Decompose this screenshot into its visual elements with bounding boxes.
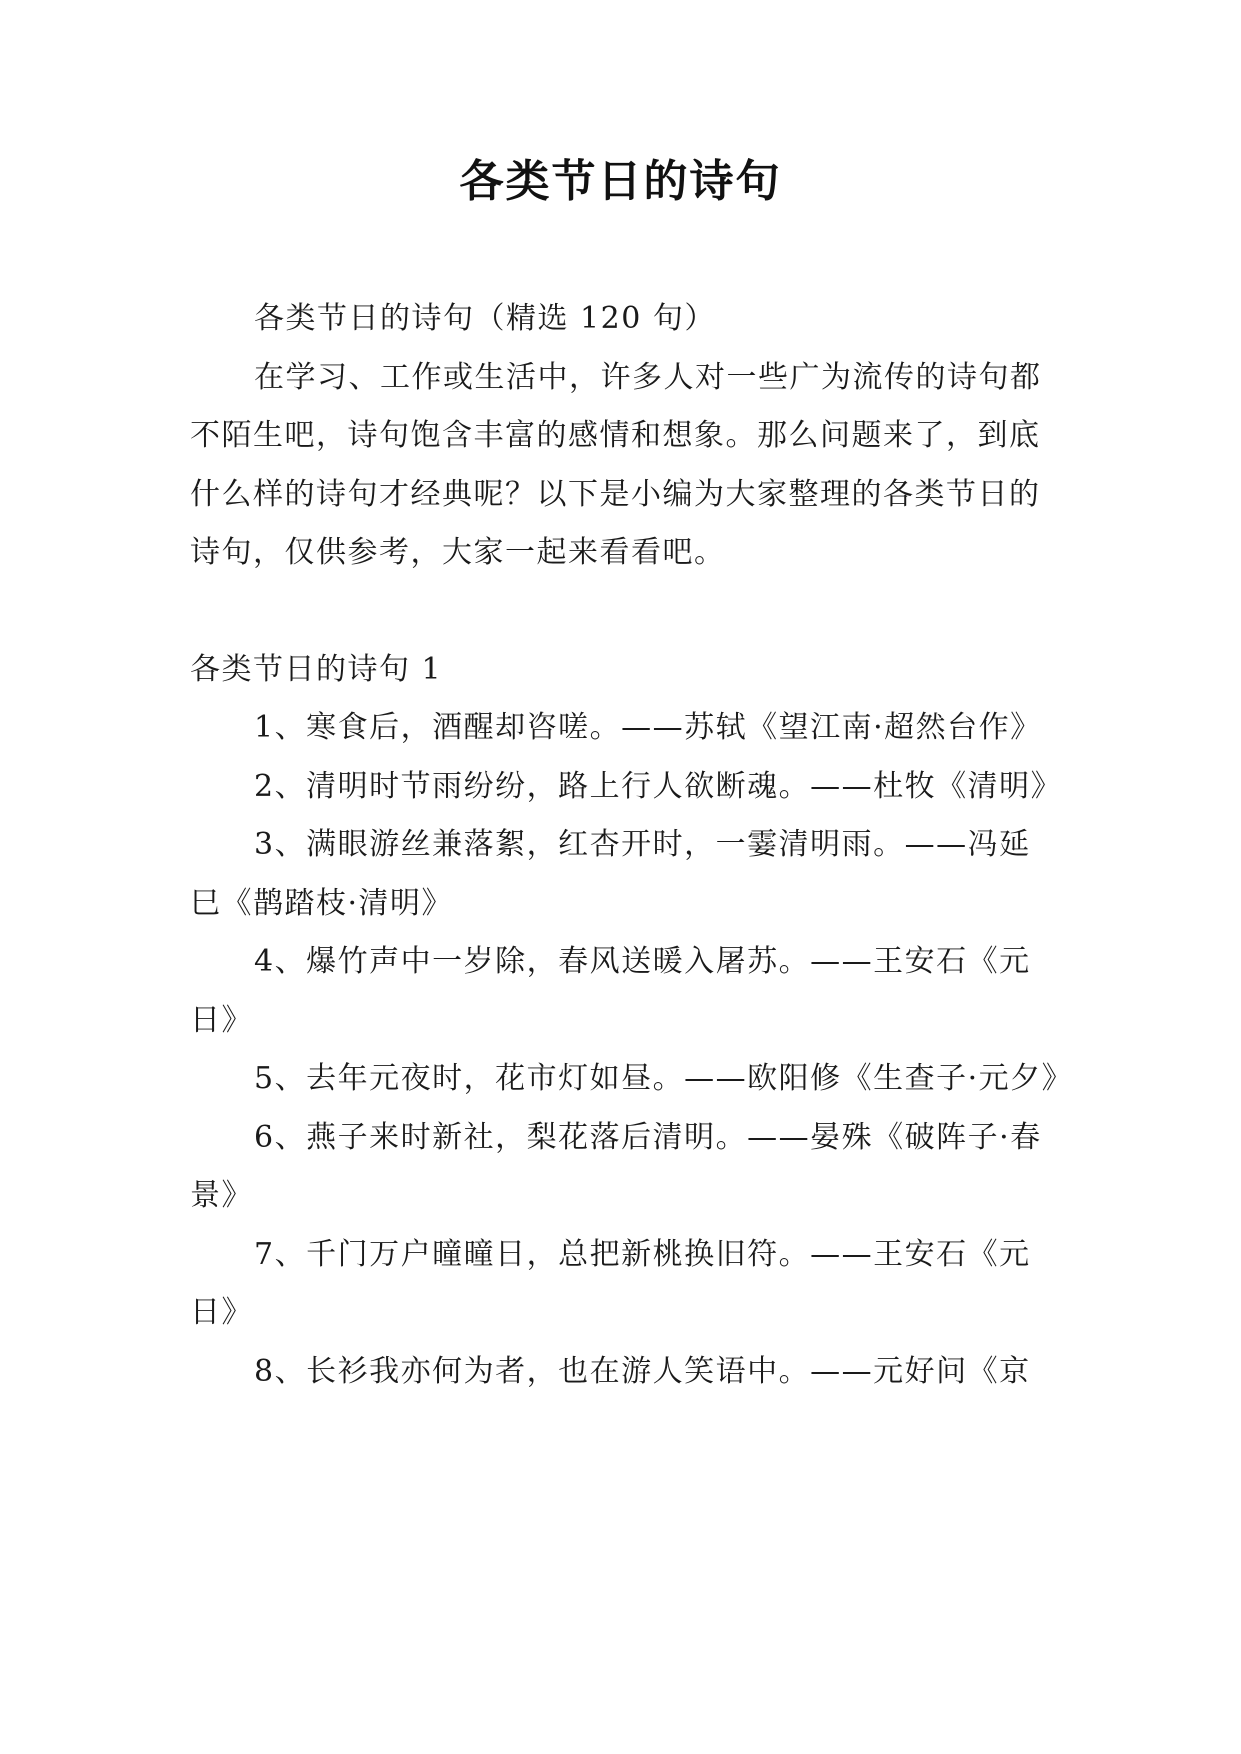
poem-item-1: 1、寒食后，酒醒却咨嗟。——苏轼《望江南·超然台作》 <box>254 710 1042 745</box>
intro-paragraph: 在学习、工作或生活中，许多人对一些广为流传的诗句都不陌生吧，诗句饱含丰富的感情和想象。那么问题来了，到底什么样的诗句才经典呢？以下是小编为大家整理的各类节日的诗句，仅供参考，大家一起来看看吧。 <box>190 359 1042 570</box>
poem-item-7: 7、千门万户曈曈日，总把新桃换旧符。——王安石《元日》 <box>190 1236 1031 1330</box>
poem-item-8: 8、长衫我亦何为者，也在游人笑语中。——元好问《京 <box>254 1353 1031 1389</box>
poem-item-5: 5、去年元夜时，花市灯如昼。——欧阳修《生查子·元夕》 <box>254 1061 1074 1096</box>
section-heading: 各类节日的诗句 1 <box>190 651 443 687</box>
poem-item-2: 2、清明时节雨纷纷，路上行人欲断魂。——杜牧《清明》 <box>254 768 1063 804</box>
poem-item-6: 6、燕子来时新社，梨花落后清明。——晏殊《破阵子·春景》 <box>190 1119 1042 1213</box>
document-subtitle: 各类节日的诗句（精选 120 句） <box>254 301 716 336</box>
document-title: 各类节日的诗句 <box>459 156 782 207</box>
document-body <box>190 290 1074 1401</box>
paragraph-gap <box>190 583 1060 641</box>
poem-item-3: 3、满眼游丝兼落絮，红杏开时，一霎清明雨。——冯延巳《鹊踏枝·清明》 <box>190 827 1031 921</box>
poem-item-4: 4、爆竹声中一岁除，春风送暖入屠苏。——王安石《元日》 <box>190 944 1031 1038</box>
